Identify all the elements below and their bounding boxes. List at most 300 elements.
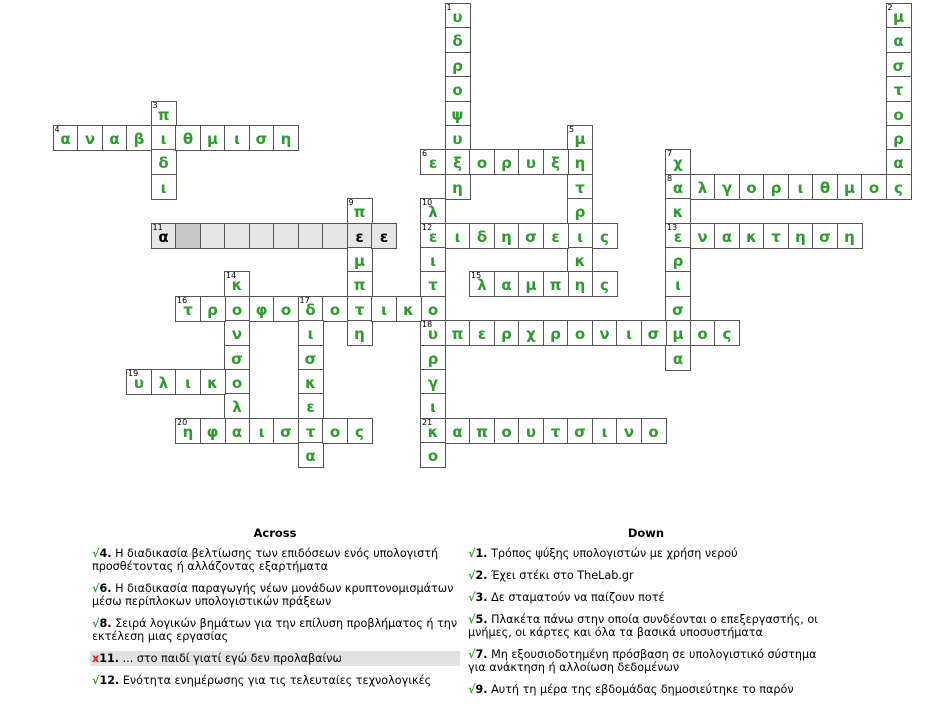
cell-letter: π (476, 422, 488, 441)
grid-cell[interactable] (543, 320, 569, 346)
down-heading: Down (627, 526, 665, 540)
cell-letter: κ (427, 422, 439, 441)
grid-cell[interactable] (592, 271, 618, 297)
grid-cell[interactable] (543, 223, 569, 249)
grid-cell[interactable] (665, 345, 691, 371)
grid-cell[interactable] (469, 149, 495, 175)
clue-text: Η διαδικασία βελτίωσης των επιδόσεων ενός υπολογιστή προσθέτοντας ή αλλάζοντας εξαρτήματα (92, 547, 439, 573)
grid-cell[interactable] (445, 223, 471, 249)
cell-letter: α (305, 447, 316, 466)
cell-number: 4 (54, 125, 60, 134)
cell-letter: ι (234, 130, 240, 148)
grid-cell[interactable] (788, 223, 814, 249)
grid-cell[interactable] (763, 223, 789, 249)
grid-cell[interactable] (714, 174, 740, 200)
grid-cell[interactable] (175, 296, 201, 322)
grid-cell[interactable] (494, 418, 520, 444)
cell-letter: ι (577, 227, 583, 246)
cell-letter: κ (305, 374, 316, 392)
grid-cell[interactable] (322, 296, 348, 322)
cell-letter: τ (893, 81, 904, 100)
grid-cell[interactable] (886, 3, 912, 29)
grid-cell[interactable] (886, 27, 912, 53)
grid-cell[interactable] (298, 418, 324, 444)
cell-letter: ο (231, 300, 243, 319)
grid-cell[interactable] (200, 223, 226, 249)
grid-cell[interactable] (567, 198, 593, 224)
grid-cell[interactable] (371, 223, 397, 249)
check-icon: √ (468, 683, 476, 696)
grid-cell[interactable] (494, 271, 520, 297)
grid-cell[interactable] (469, 418, 495, 444)
down-clue[interactable] (466, 568, 826, 583)
grid-cell[interactable] (420, 345, 446, 371)
cell-letter: ς (894, 178, 903, 197)
across-clue[interactable] (90, 581, 460, 609)
cell-number: 21 (422, 417, 433, 427)
grid-cell[interactable] (151, 149, 177, 175)
cell-number: 19 (128, 369, 139, 378)
cell-letter: ξ (551, 154, 560, 173)
cell-letter: μ (353, 252, 366, 270)
clue-text: Μη εξουσιοδοτημένη πρόσβαση σε υπολογιστικό σύστημα για ανάκτηση ή αλλοίωση δεδομένων (468, 648, 817, 674)
cell-letter: χ (673, 154, 683, 173)
grid-cell[interactable] (151, 174, 177, 200)
grid-cell[interactable] (420, 198, 446, 224)
grid-cell[interactable] (224, 369, 250, 395)
cell-number: 18 (422, 320, 433, 330)
grid-cell[interactable] (347, 198, 373, 224)
cell-letter: α (109, 130, 120, 148)
cell-letter: π (451, 325, 464, 344)
grid-cell[interactable] (469, 320, 495, 346)
cell-letter: ε (379, 227, 389, 246)
cell-letter: ρ (893, 130, 904, 148)
cell-letter: ο (280, 300, 292, 319)
cell-letter: τ (183, 300, 193, 319)
cell-letter: δ (305, 300, 316, 319)
cell-letter: ρ (770, 178, 782, 197)
grid-cell[interactable] (273, 418, 299, 444)
check-icon: √ (468, 613, 476, 626)
grid-cell[interactable] (298, 369, 324, 395)
cell-letter: α (672, 349, 684, 368)
clue-number: 11. (99, 652, 120, 665)
cell-letter: ξ (453, 154, 462, 173)
grid-cell[interactable] (567, 223, 593, 249)
grid-cell[interactable] (567, 247, 593, 273)
cell-letter: ε (673, 227, 683, 246)
cell-letter: ε (306, 398, 315, 417)
grid-cell[interactable] (543, 271, 569, 297)
grid-cell[interactable] (347, 271, 373, 297)
grid-cell[interactable] (641, 320, 667, 346)
across-clue[interactable] (90, 651, 460, 666)
grid-cell[interactable] (886, 149, 912, 175)
grid-cell[interactable] (445, 149, 471, 175)
cell-letter: ι (258, 422, 265, 441)
cell-letter: η (280, 130, 292, 148)
grid-cell[interactable] (371, 296, 397, 322)
grid-cell[interactable] (298, 393, 324, 419)
cell-letter: τ (305, 422, 316, 441)
grid-cell[interactable] (665, 149, 691, 175)
grid-cell[interactable] (224, 345, 250, 371)
down-clues (466, 526, 826, 704)
grid-cell[interactable] (420, 223, 446, 249)
grid-cell[interactable] (175, 369, 201, 395)
grid-cell[interactable] (175, 223, 201, 249)
cell-letter: π (549, 276, 562, 295)
grid-cell[interactable] (126, 125, 152, 151)
cell-letter: ο (427, 447, 439, 466)
grid-cell[interactable] (200, 125, 226, 151)
clue-text: Δε σταματούν να παίζουν ποτέ (487, 591, 665, 604)
grid-cell[interactable] (469, 223, 495, 249)
cell-letter: ι (430, 252, 436, 270)
cell-number: 8 (667, 173, 673, 183)
grid-cell[interactable] (298, 442, 324, 468)
cell-letter: τ (428, 276, 438, 295)
grid-cell[interactable] (200, 369, 226, 395)
cell-letter: η (574, 276, 586, 295)
cell-letter: ρ (501, 154, 512, 173)
cell-number: 10 (422, 198, 433, 208)
down-clue-list (466, 546, 826, 697)
cell-letter: ο (231, 374, 243, 392)
cell-letter: α (231, 422, 243, 441)
grid-cell[interactable] (886, 125, 912, 151)
cell-letter: ο (427, 300, 439, 319)
clue-number: 5. (475, 613, 488, 626)
grid-cell[interactable] (224, 320, 250, 346)
down-clue[interactable] (466, 612, 826, 640)
grid-cell[interactable] (224, 223, 250, 249)
check-icon: √ (468, 547, 476, 560)
grid-cell[interactable] (665, 320, 691, 346)
grid-cell[interactable] (469, 271, 495, 297)
cell-letter: υ (452, 8, 463, 26)
grid-cell[interactable] (273, 296, 299, 322)
grid-cell[interactable] (567, 271, 593, 297)
grid-cell[interactable] (445, 101, 471, 127)
clue-text: ... στο παιδί γιατί εγώ δεν προλαβαίνω (119, 652, 342, 665)
cell-letter: τ (575, 178, 585, 197)
grid-cell[interactable] (273, 223, 299, 249)
grid-cell[interactable] (739, 174, 765, 200)
grid-cell[interactable] (494, 320, 520, 346)
grid-cell[interactable] (616, 320, 642, 346)
clue-number: 8. (99, 617, 112, 630)
grid-cell[interactable] (518, 418, 544, 444)
cell-letter: ρ (427, 349, 439, 368)
grid-cell[interactable] (224, 125, 250, 151)
grid-cell[interactable] (567, 418, 593, 444)
cell-letter: τ (354, 300, 365, 319)
grid-cell[interactable] (224, 271, 250, 297)
cell-letter: ο (868, 178, 880, 197)
grid-cell[interactable] (592, 320, 618, 346)
grid-cell[interactable] (322, 418, 348, 444)
cell-letter: μ (206, 130, 219, 148)
cell-letter: π (353, 203, 366, 222)
grid-cell[interactable] (665, 271, 691, 297)
grid-cell[interactable] (518, 320, 544, 346)
grid-cell[interactable] (151, 101, 177, 127)
cell-number: 13 (667, 222, 678, 232)
cell-letter: σ (255, 130, 268, 148)
grid-cell[interactable] (420, 296, 446, 322)
grid-cell[interactable] (249, 223, 275, 249)
cell-letter: ι (626, 325, 632, 344)
grid-cell[interactable] (665, 296, 691, 322)
grid-cell[interactable] (420, 247, 446, 273)
grid-cell[interactable] (347, 320, 373, 346)
cell-letter: α (893, 32, 904, 51)
cell-letter: ο (574, 325, 586, 344)
cross-icon: x (92, 652, 100, 665)
grid-cell[interactable] (592, 418, 618, 444)
cell-letter: ο (893, 105, 904, 124)
down-clue[interactable] (466, 682, 826, 697)
grid-cell[interactable] (714, 320, 740, 346)
cell-letter: π (353, 276, 366, 295)
cell-letter: μ (843, 178, 856, 197)
cell-letter: κ (746, 227, 757, 246)
check-icon: √ (468, 591, 476, 604)
cell-letter: δ (452, 32, 463, 51)
grid-cell[interactable] (665, 174, 691, 200)
grid-cell[interactable] (298, 345, 324, 371)
grid-cell[interactable] (763, 174, 789, 200)
cell-letter: α (893, 154, 904, 173)
grid-cell[interactable] (445, 3, 471, 29)
cell-letter: ε (477, 325, 487, 344)
grid-cell[interactable] (445, 52, 471, 78)
grid-cell[interactable] (420, 393, 446, 419)
grid-cell[interactable] (886, 76, 912, 102)
cell-letter: ς (600, 227, 609, 246)
grid-cell[interactable] (690, 174, 716, 200)
grid-cell[interactable] (494, 223, 520, 249)
cell-letter: φ (255, 300, 268, 319)
grid-cell[interactable] (420, 369, 446, 395)
cell-letter: δ (476, 227, 488, 246)
cell-number: 5 (569, 125, 575, 134)
grid-cell[interactable] (837, 223, 863, 249)
cell-letter: ι (307, 325, 314, 344)
grid-cell[interactable] (690, 223, 716, 249)
grid-cell[interactable] (886, 52, 912, 78)
grid-cell[interactable] (567, 174, 593, 200)
grid-cell[interactable] (886, 101, 912, 127)
grid-cell[interactable] (886, 174, 912, 200)
grid-cell[interactable] (714, 223, 740, 249)
cell-letter: α (501, 276, 512, 295)
grid-cell[interactable] (151, 125, 177, 151)
cell-letter: ι (185, 374, 191, 392)
grid-cell[interactable] (518, 149, 544, 175)
cell-letter: ε (428, 227, 438, 246)
grid-cell[interactable] (518, 223, 544, 249)
grid-cell[interactable] (151, 369, 177, 395)
check-icon: √ (92, 617, 100, 630)
grid-cell[interactable] (445, 320, 471, 346)
cell-letter: ς (355, 422, 364, 441)
grid-cell[interactable] (102, 125, 128, 151)
down-clue[interactable] (466, 647, 826, 675)
grid-cell[interactable] (567, 320, 593, 346)
cell-letter: σ (574, 422, 586, 441)
cell-letter: ι (160, 178, 167, 197)
grid-cell[interactable] (396, 296, 422, 322)
cell-number: 1 (446, 3, 452, 12)
down-clue[interactable] (466, 546, 826, 561)
grid-cell[interactable] (420, 271, 446, 297)
cell-letter: ν (84, 130, 96, 148)
clue-number: 9. (475, 683, 488, 696)
across-clue[interactable] (90, 546, 460, 574)
cell-letter: υ (452, 130, 463, 148)
grid-cell[interactable] (665, 198, 691, 224)
grid-cell[interactable] (665, 247, 691, 273)
grid-cell[interactable] (788, 174, 814, 200)
grid-cell[interactable] (273, 125, 299, 151)
grid-cell[interactable] (298, 296, 324, 322)
grid-cell[interactable] (249, 296, 275, 322)
check-icon: √ (468, 648, 476, 661)
clue-text: Πλακέτα πάνω στην οποία συνδέονται ο επεξεργαστής, οι μνήμες, οι κάρτες και όλα τα βασικά υποσυστήματα (468, 613, 819, 639)
clue-number: 6. (99, 582, 112, 595)
grid-cell[interactable] (200, 418, 226, 444)
cell-letter: ο (329, 422, 341, 441)
grid-cell[interactable] (543, 418, 569, 444)
cell-letter: μ (672, 325, 684, 344)
grid-cell[interactable] (518, 271, 544, 297)
cell-letter: μ (574, 130, 586, 148)
clue-number: 1. (475, 547, 488, 560)
grid-cell[interactable] (322, 223, 348, 249)
grid-cell[interactable] (420, 418, 446, 444)
cell-letter: η (354, 325, 365, 344)
clue-text: Σειρά λογικών βημάτων για την επίλυση προβλήματος ή την εκτέλεση μιας εργασίας (92, 617, 458, 643)
grid-cell[interactable] (812, 223, 838, 249)
check-icon: √ (92, 547, 100, 560)
cell-letter: η (844, 227, 855, 246)
grid-cell[interactable] (861, 174, 887, 200)
grid-cell[interactable] (616, 418, 642, 444)
clue-text: Η διαδικασία παραγωγής νέων μονάδων κρυπτονομισμάτων μέσω περίπλοκων υπολογιστικών πράξεων (92, 582, 454, 608)
check-icon: √ (92, 674, 100, 687)
grid-cell[interactable] (445, 125, 471, 151)
grid-cell[interactable] (249, 125, 275, 151)
cell-letter: υ (133, 374, 145, 392)
grid-cell[interactable] (175, 125, 201, 151)
cell-number: 7 (667, 149, 673, 159)
grid-cell[interactable] (445, 174, 471, 200)
grid-cell[interactable] (812, 174, 838, 200)
grid-cell[interactable] (592, 223, 618, 249)
clue-number: 4. (99, 547, 112, 560)
clue-text: Έχει στέκι στο TheLab.gr (487, 569, 634, 582)
grid-cell[interactable] (543, 149, 569, 175)
cell-letter: ν (599, 325, 610, 344)
grid-cell[interactable] (641, 418, 667, 444)
cell-letter: ν (697, 227, 708, 246)
cell-number: 3 (152, 100, 158, 110)
cell-number: 6 (422, 149, 428, 159)
check-icon: √ (92, 582, 100, 595)
down-clue[interactable] (466, 590, 826, 605)
grid-cell[interactable] (690, 320, 716, 346)
grid-cell[interactable] (567, 125, 593, 151)
grid-cell[interactable] (420, 149, 446, 175)
grid-cell[interactable] (494, 149, 520, 175)
across-clue-list (90, 546, 460, 688)
grid-cell[interactable] (175, 418, 201, 444)
cell-letter: δ (158, 154, 169, 173)
grid-cell[interactable] (224, 418, 250, 444)
grid-cell[interactable] (347, 223, 373, 249)
cell-letter: η (182, 422, 194, 441)
grid-cell[interactable] (347, 418, 373, 444)
grid-cell[interactable] (224, 393, 250, 419)
grid-cell[interactable] (837, 174, 863, 200)
cell-letter: σ (231, 349, 243, 368)
grid-cell[interactable] (445, 418, 471, 444)
cell-number: 20 (177, 417, 188, 427)
grid-cell[interactable] (298, 223, 324, 249)
across-clue[interactable] (90, 673, 460, 688)
grid-cell[interactable] (347, 296, 373, 322)
grid-cell[interactable] (445, 76, 471, 102)
across-heading: Across (253, 526, 297, 540)
grid-cell[interactable] (224, 296, 250, 322)
cell-letter: ς (722, 325, 732, 344)
cell-letter: υ (427, 325, 439, 344)
grid-cell[interactable] (445, 27, 471, 53)
across-clue[interactable] (90, 616, 460, 644)
grid-cell[interactable] (77, 125, 103, 151)
cell-number: 2 (887, 3, 893, 12)
cell-letter: ο (501, 422, 512, 441)
grid-cell[interactable] (126, 369, 152, 395)
grid-cell[interactable] (420, 442, 446, 468)
grid-cell[interactable] (298, 320, 324, 346)
grid-cell[interactable] (665, 223, 691, 249)
grid-cell[interactable] (200, 296, 226, 322)
cell-letter: κ (574, 252, 586, 270)
cell-letter: ι (675, 276, 681, 295)
grid-cell[interactable] (249, 418, 275, 444)
grid-cell[interactable] (151, 223, 177, 249)
cell-letter: η (452, 178, 463, 197)
cell-letter: ρ (574, 203, 586, 222)
cell-letter: ψ (451, 105, 464, 124)
grid-cell[interactable] (347, 247, 373, 273)
cell-letter: μ (525, 276, 537, 295)
grid-cell[interactable] (739, 223, 765, 249)
grid-cell[interactable] (420, 320, 446, 346)
cell-letter: θ (819, 178, 831, 197)
cell-letter: γ (721, 178, 733, 197)
cell-letter: κ (207, 374, 218, 392)
grid-cell[interactable] (53, 125, 79, 151)
clue-text: Αυτή τη μέρα της εβδομάδας δημοσιεύτηκε το παρόν (487, 683, 794, 696)
grid-cell[interactable] (567, 149, 593, 175)
cell-letter: ς (600, 276, 609, 295)
cell-letter: ι (601, 422, 608, 441)
